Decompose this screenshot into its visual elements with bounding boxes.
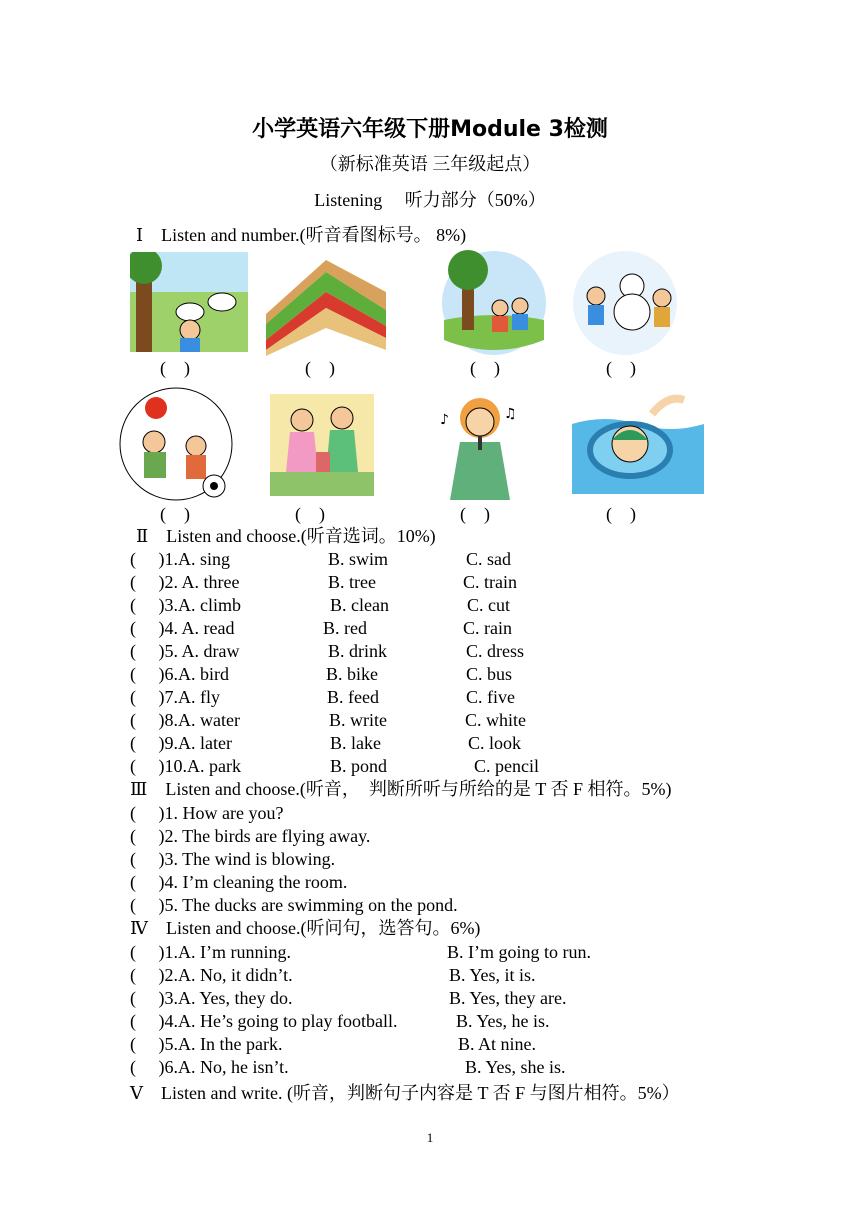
swimming-boy-icon	[572, 384, 704, 494]
part2-q2-b: B. tree	[328, 572, 376, 592]
part2-q3-c: C. cut	[467, 595, 510, 615]
answer-blank[interactable]: ( )	[305, 358, 335, 378]
part3-item: ( )4. I’m cleaning the room.	[130, 872, 348, 892]
part4-item-b: B. Yes, they are.	[449, 988, 567, 1008]
family-picnic-icon	[440, 250, 548, 356]
part2-q9-b: B. lake	[330, 733, 381, 753]
answer-blank[interactable]: ( )	[460, 504, 490, 524]
part2-q10: ( )10.A. park	[130, 756, 241, 776]
part3-heading: Ⅲ Listen and choose.(听音， 判断所听与所给的是 T 否 F 相符。5%)	[130, 779, 672, 799]
part2-q8: ( )8.A. water	[130, 710, 240, 730]
part3-item: ( )5. The ducks are swimming on the pond.	[130, 895, 458, 915]
part4-item-a: ( )3.A. Yes, they do.	[130, 988, 293, 1008]
singing-girl-icon	[438, 388, 522, 500]
part2-q3-b: B. clean	[330, 595, 389, 615]
part2-q7-c: C. five	[466, 687, 515, 707]
part2-q8-c: C. white	[465, 710, 526, 730]
football-kids-icon	[116, 386, 236, 502]
part2-q4-b: B. red	[323, 618, 367, 638]
page-subtitle: （新标准英语 三年级起点）	[319, 154, 541, 174]
answer-blank[interactable]: ( )	[160, 358, 190, 378]
cleaning-girls-icon	[270, 394, 374, 496]
part2-q1-c: C. sad	[466, 549, 511, 569]
part4-item-a: ( )5.A. In the park.	[130, 1034, 283, 1054]
part4-item-a: ( )6.A. No, he isn’t.	[130, 1057, 289, 1077]
part2-q10-c: C. pencil	[474, 756, 539, 776]
snowman-icon	[572, 250, 678, 356]
part2-q5-c: C. dress	[466, 641, 524, 661]
part2-q4-c: C. rain	[463, 618, 512, 638]
part2-q2-c: C. train	[463, 572, 517, 592]
part4-item-b: B. I’m going to run.	[447, 942, 591, 962]
page-number: 1	[426, 1130, 434, 1145]
part1-heading: Ⅰ Listen and number.(听音看图标号。 8%)	[136, 225, 467, 245]
part2-q9: ( )9.A. later	[130, 733, 232, 753]
picnic-scene-icon	[130, 252, 248, 352]
part3-item: ( )2. The birds are flying away.	[130, 826, 371, 846]
answer-blank[interactable]: ( )	[606, 504, 636, 524]
answer-blank[interactable]: ( )	[606, 358, 636, 378]
part4-item-b: B. Yes, she is.	[465, 1057, 566, 1077]
part2-q4: ( )4. A. read	[130, 618, 235, 638]
part2-q7: ( )7.A. fly	[130, 687, 220, 707]
answer-blank[interactable]: ( )	[470, 358, 500, 378]
part4-item-a: ( )1.A. I’m running.	[130, 942, 291, 962]
part2-q3: ( )3.A. climb	[130, 595, 241, 615]
part2-q6-c: C. bus	[466, 664, 513, 684]
part2-q8-b: B. write	[329, 710, 387, 730]
part2-q1-b: B. swim	[328, 549, 389, 569]
part2-q5: ( )5. A. draw	[130, 641, 240, 661]
part2-q10-b: B. pond	[330, 756, 388, 776]
part2-q1: ( )1.A. sing	[130, 549, 230, 569]
sandwich-icon	[261, 252, 391, 356]
part3-item: ( )1. How are you?	[130, 803, 284, 823]
part4-item-a: ( )4.A. He’s going to play football.	[130, 1011, 398, 1031]
section-heading: Listening 听力部分（50%）	[314, 190, 546, 210]
part4-item-b: B. At nine.	[458, 1034, 537, 1054]
part2-q2: ( )2. A. three	[130, 572, 240, 592]
part2-q6-b: B. bike	[326, 664, 378, 684]
answer-blank[interactable]: ( )	[295, 504, 325, 524]
part4-item-b: B. Yes, he is.	[456, 1011, 550, 1031]
part2-q7-b: B. feed	[327, 687, 379, 707]
svg-text:♫: ♫	[504, 406, 517, 422]
answer-blank[interactable]: ( )	[160, 504, 190, 524]
part4-item-b: B. Yes, it is.	[449, 965, 536, 985]
part5-heading: Ⅴ Listen and write. (听音，判断句子内容是 T 否 F 与图片相符。5%）	[130, 1083, 680, 1103]
svg-text:♪: ♪	[440, 412, 449, 428]
part3-item: ( )3. The wind is blowing.	[130, 849, 336, 869]
part2-q6: ( )6.A. bird	[130, 664, 229, 684]
part4-heading: Ⅳ Listen and choose.(听问句，选答句。6%)	[130, 918, 481, 938]
part4-item-a: ( )2.A. No, it didn’t.	[130, 965, 293, 985]
part2-q5-b: B. drink	[328, 641, 388, 661]
part2-q9-c: C. look	[468, 733, 522, 753]
page-title: 小学英语六年级下册Module 3检测	[252, 117, 608, 142]
part2-heading: Ⅱ Listen and choose.(听音选词。10%)	[136, 526, 436, 546]
